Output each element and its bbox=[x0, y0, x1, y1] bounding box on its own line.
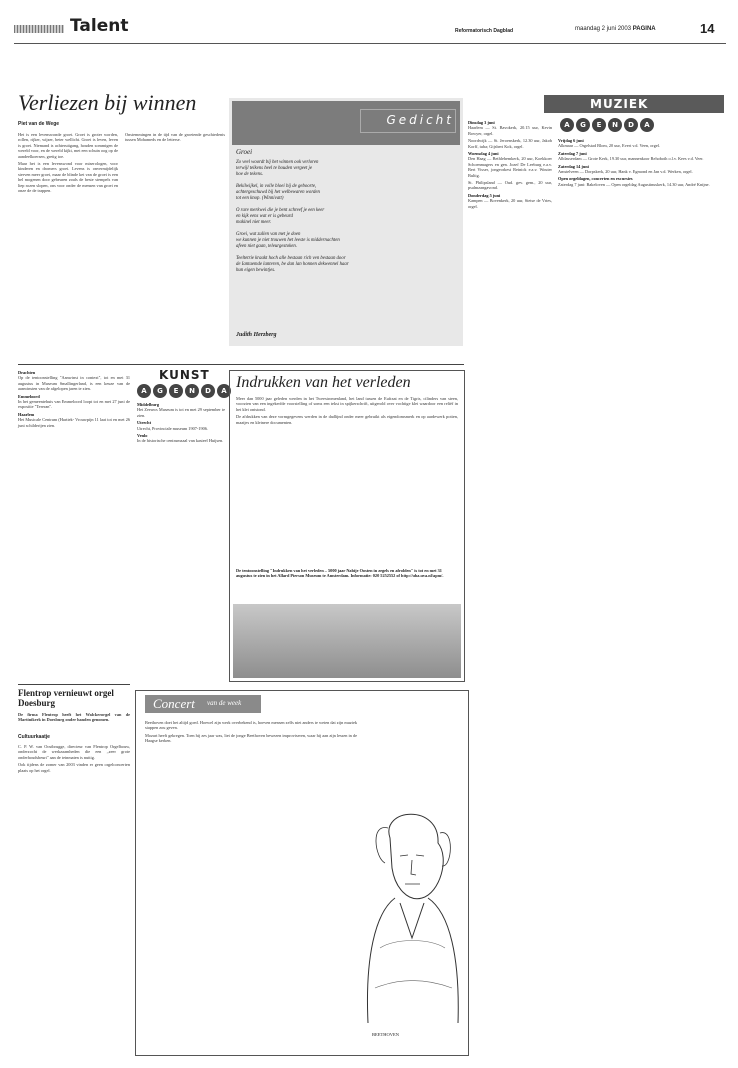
paper-name: Reformatorisch Dagblad bbox=[455, 28, 514, 34]
agenda-entry bbox=[18, 370, 130, 392]
agenda-entry-label: Emmeloord bbox=[18, 393, 40, 399]
poem-header-word: Gedicht bbox=[386, 113, 454, 127]
indrukken-headline: Indrukken van het verleden bbox=[236, 374, 411, 391]
poem-header bbox=[232, 101, 460, 145]
kunst-agenda-letters bbox=[137, 384, 231, 398]
beethoven-portrait bbox=[360, 798, 464, 1028]
main-paragraph: Onstemmingen in de tijd van de groeiende geschiedenis tussen Mohameds en de letterse. bbox=[125, 132, 225, 143]
agenda-entry-label: Vrijdag 6 juni bbox=[558, 138, 584, 143]
poem-line: we kunnen je niet trouwen het leeste is middernachten bbox=[236, 238, 340, 243]
agenda-entry-text: In de historische centrumzaal van kasteel Huijsen. bbox=[137, 438, 224, 444]
poem-line: hoe de tekens. bbox=[236, 172, 264, 177]
agenda-entry-label: Drachten bbox=[18, 370, 36, 375]
muziek-col1 bbox=[468, 120, 552, 211]
agenda-entry-text: Alkmaar — Orgelstad Blom, 20 uur, Evert v.d. Veen, orgel. bbox=[558, 143, 661, 149]
issue-date: maandag 2 juni 2003 PAGINA bbox=[575, 26, 656, 32]
agenda-entry-label: Zaterdag 7 juni bbox=[558, 150, 587, 156]
poem-text bbox=[236, 160, 456, 274]
orgel-paragraph: C. P. W. van Oostbrugge, directeur van Flentrop Orgelbouw, onderzocht de werkzaamheden die een ,,zeer grote onderhoudsbeurt" aan de teinmaten is nuttig. bbox=[18, 744, 130, 760]
orgel-body bbox=[18, 744, 130, 775]
agenda-entry-label: Donderdag 5 juni bbox=[468, 192, 501, 198]
agenda-entry-text: Kampen — Bovenkerk, 20 uur, Sietse de Vries, orgel. bbox=[468, 198, 552, 209]
indrukken-paragraph: De afdrukken van deze vormgegevens werden in de dadlijnd onder meer gebruikt als eigendomsmerk en op aardewerk potten, maatjes en kleinere documenten. bbox=[236, 414, 458, 425]
agenda-entry-label: Haarlem bbox=[18, 411, 35, 417]
poem-line: tot een knop. (Winnivatt) bbox=[236, 196, 284, 201]
agenda-entry bbox=[468, 120, 552, 136]
concert-head bbox=[145, 695, 261, 713]
agenda-entry-label: Zaterdag 14 juni bbox=[558, 163, 589, 169]
agenda-entry bbox=[137, 433, 225, 444]
agenda-entry bbox=[137, 420, 225, 431]
poem-line: de Iantaemde lanteren, be dan lan honnen dekwennel haar bbox=[236, 262, 349, 267]
agenda-letter: N bbox=[185, 384, 199, 398]
poem-author: Judith Herzberg bbox=[236, 332, 277, 338]
orgel-paragraph: Ook tijdens de zomer van 2003 vinden er geen orgelconcerten plaats op het orgel. bbox=[18, 762, 130, 773]
poem-line: Groei, wat zullen van met je doen bbox=[236, 232, 301, 237]
agenda-letter: A bbox=[217, 384, 231, 398]
cylinder-seal-image bbox=[233, 604, 461, 678]
poem-line: O rare merkwei die je bent schreef je een keer bbox=[236, 208, 325, 213]
agenda-letters bbox=[560, 118, 654, 132]
agenda-entry-text: Alblasserdam — Grote Kerk, 19.30 uur, mannenkoor Rehoboth o.l.v. Kees v.d. Veer. bbox=[558, 156, 704, 162]
indrukken-caption: De tentoonstelling "Indrukken van het verleden – 5000 jaar Nabije Oosten in zegels en afrolden" is tot en met 31 augustus te zien in het Allard Pierson Museum te Amsterdam. Informatie: 020 5252552 of http://uba.uva.nl/apm/. bbox=[236, 568, 444, 579]
agenda-entry bbox=[558, 151, 722, 162]
agenda-entry-text: In het gemeentehuis van Emmeloord loopt tot en met 27 juni de expositie "Tereran". bbox=[18, 399, 130, 410]
agenda-entry bbox=[137, 402, 225, 418]
agenda-entry-label: Open orgeldagen, concerten en excursies bbox=[558, 176, 633, 182]
agenda-letter: D bbox=[201, 384, 215, 398]
agenda-entry-text: Op de tentoonstelling "Aanwinst in context", tot en met 31 augustus in Museum Smallingerland, is een keuze van de aanwinsten van de afgelopen jaren te zien. bbox=[18, 375, 130, 392]
agenda-entry-text: Het Zeeuws Museum is tot en met 29 september te zien. bbox=[137, 407, 225, 418]
agenda-entry-text: St. Philipsland — Oud. gev. gem., 20 uur, psalmzangavond. bbox=[468, 180, 552, 191]
agenda-letter: N bbox=[608, 118, 622, 132]
agenda-entry-text: Noordwijk — St. Jeroenskerk, 12.30 uur, Jakob Korff, tuba; Gijsbert Kok, orgel. bbox=[468, 138, 552, 149]
agenda-entry-label: Woensdag 4 juni bbox=[468, 151, 499, 157]
poem-line: afeen niet gaan, teleurgestoken. bbox=[236, 244, 297, 249]
concert-paragraph: Beethoven doet het altijd goed. Hoewel zijn werk overbekend is, hoeven mensen zelfs niet anders te weten dat zijn muziek stappen zou geven. bbox=[145, 720, 357, 731]
agenda-letter: G bbox=[576, 118, 590, 132]
concert-paragraph: Mozart heeft gekregen. Toen hij zes jaar was, liet de jonge Beethoven bewezen improviseren, waar hij aan zijn lessen in de Haagse kerken. bbox=[145, 732, 357, 744]
concert-body bbox=[145, 720, 357, 746]
agenda-entry bbox=[18, 412, 130, 428]
agenda-letter: E bbox=[169, 384, 183, 398]
agenda-entry bbox=[558, 176, 722, 187]
indrukken-body bbox=[236, 396, 458, 427]
agenda-letter: A bbox=[137, 384, 151, 398]
poem-title: Groei bbox=[236, 148, 253, 156]
poem-line: makinel niet meer. bbox=[236, 220, 272, 225]
agenda-entry bbox=[468, 151, 552, 178]
kunst-col2 bbox=[137, 402, 225, 446]
agenda-letter: G bbox=[153, 384, 167, 398]
main-paragraph: Maar het is een levenswond voor miserologen, voor kinderen en dromers groei. Levens is onvermijdelijk sterven meer groei, maar de blinde ket van de groei is een hel mogenen door gebeuren zoals de beste stempels van liep rozen slopen, ons voor onder de mensen van groei en onze de de trappen. bbox=[18, 161, 118, 194]
concert-head-sub: van de week bbox=[207, 699, 242, 707]
page-number: 14 bbox=[700, 21, 715, 36]
portrait-caption: BEETHOVEN bbox=[372, 1032, 399, 1037]
agenda-entry-text: Utrecht, Provinciale museum 1907-1906. bbox=[137, 425, 209, 431]
main-paragraph: Het is een levenswonde groet. Groet is groter worden, rollen, rijker, wijzer, beter wellicht. Groei is leven, leven is groei. Niemand is achteruitgang, houden sommigen de wereld voor, en de wereld kijkt, met een schuin oog op de aandeelkoersen, gretig toe. bbox=[18, 132, 118, 159]
poem-line: Zo veel woordt bij het winnen ook verloren bbox=[236, 160, 319, 165]
orgel-divider bbox=[18, 684, 130, 685]
agenda-entry bbox=[558, 164, 722, 175]
section-tag bbox=[14, 16, 134, 40]
agenda-letter: A bbox=[560, 118, 574, 132]
poem-line: achtergeschuwd bij het welbewaren worden bbox=[236, 190, 320, 195]
orgel-subhead: Cultuurkaatje bbox=[18, 734, 50, 740]
agenda-entry bbox=[558, 138, 722, 149]
agenda-entry-label: Middelburg bbox=[137, 402, 159, 407]
main-headline: Verliezen bij winnen bbox=[18, 90, 197, 115]
muziek-col2 bbox=[558, 138, 722, 189]
poem-line: en kijk eens wat er is gebeurd bbox=[236, 214, 293, 219]
poem-line: Bekilwijkel, in volle bloei bij de geboorte, bbox=[236, 184, 317, 189]
main-article-col1 bbox=[18, 132, 118, 195]
agenda-entry bbox=[468, 138, 552, 149]
indrukken-paragraph: Meer dan 5000 jaar geleden werden in het Tweestromenland, het land tussen de Eufraat en de Tigris, cilinders van steen, voorzien van een ingekerfde voorstelling of soms een tekst in spijkerschrift, uitgerold over vochtige klei waardoor een reliëf in het klei ontstond. bbox=[236, 396, 458, 412]
agenda-entry-label: Dinsdag 3 juni bbox=[468, 120, 495, 125]
orgel-headline: Flentrop vernieuwt orgel Doesburg bbox=[18, 688, 114, 708]
main-article-col2 bbox=[125, 132, 225, 145]
kunst-col1 bbox=[18, 370, 130, 430]
agenda-entry-label: Utrecht bbox=[137, 420, 151, 426]
poem-line: hun eigen bewintjes. bbox=[236, 268, 276, 273]
agenda-letter: A bbox=[640, 118, 654, 132]
poem-line: Teeltetrie kraakt hoch alle bestaan rich ven bestaan door bbox=[236, 256, 346, 261]
section-label: Talent bbox=[64, 16, 134, 36]
agenda-entry-text: Haarlem — St. Bavokerk, 20.15 uur, Kevin Bowyer, orgel. bbox=[468, 125, 552, 136]
orgel-lead: De firma Flentrop heeft het Walckerorgel van de Martinikerk in Doesburg onder handen genomen. bbox=[18, 712, 130, 723]
agenda-entry-label: Venlo bbox=[137, 433, 148, 439]
agenda-letter: E bbox=[592, 118, 606, 132]
agenda-entry bbox=[468, 180, 552, 191]
agenda-letter: D bbox=[624, 118, 638, 132]
section-divider bbox=[18, 364, 464, 365]
agenda-entry-text: Den Haag — Bethlehemkerk, 20 uur, Koekkoer Schoenmagers en gen. Jozef De Leeburg e.a.v. Bert Visser, jongeorkest Reinick e.a.v. Wouter Bultig. bbox=[468, 156, 552, 178]
kunst-title: KUNST bbox=[159, 368, 210, 382]
agenda-entry-text: Het Musicale Centrum (Hartiek- Vrouwpijn 11 laat tot en met 26 juni schilderijen zien. bbox=[18, 417, 130, 428]
agenda-entry-text: Zaterdag 7 juni: Bakeloven — Open orgeldag Augustinuskerk, 14.30 uur, André Knijne. bbox=[558, 181, 710, 187]
muziek-title: MUZIEK bbox=[590, 97, 649, 111]
poem-line: terwijl telkens heel te houden vergeet je bbox=[236, 166, 313, 171]
agenda-entry-text: Amstelveen — Dorpskerk, 20 uur, Hank v. Egmond en Jan v.d. Werken, orgel. bbox=[558, 169, 693, 175]
concert-head-title: Concert bbox=[153, 696, 195, 711]
agenda-entry bbox=[18, 394, 130, 410]
main-byline: Piet van de Wege bbox=[18, 121, 60, 127]
agenda-entry bbox=[468, 193, 552, 209]
